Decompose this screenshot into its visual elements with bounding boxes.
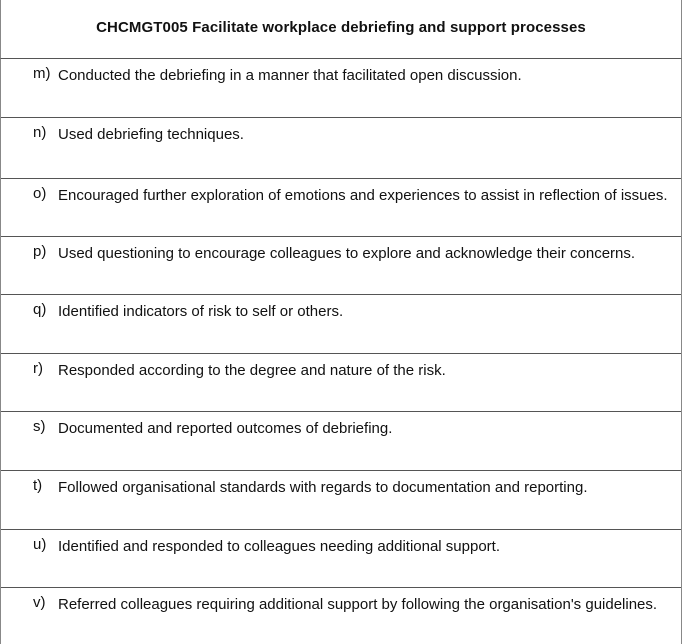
criteria-letter: t) [33, 477, 43, 494]
criteria-text: Followed organisational standards with regards to documentation and reporting. [58, 479, 588, 496]
criteria-text: Identified indicators of risk to self or others. [58, 303, 344, 320]
criteria-letter: m) [33, 65, 51, 82]
criteria-table [0, 58, 682, 644]
criteria-row-q [1, 295, 681, 354]
criteria-row-t [1, 471, 681, 530]
criteria-letter: o) [33, 185, 47, 202]
criteria-letter: v) [33, 594, 46, 611]
criteria-letter: q) [33, 301, 47, 318]
criteria-text: Referred colleagues requiring additional support by following the organisation's guidelines. [58, 596, 658, 613]
criteria-row-s [1, 412, 681, 471]
criteria-row-o [1, 179, 681, 237]
criteria-letter: r) [33, 360, 43, 377]
criteria-row-n [1, 118, 681, 179]
criteria-row-u [1, 530, 681, 588]
criteria-row-p [1, 237, 681, 295]
criteria-text: Used debriefing techniques. [58, 126, 244, 143]
criteria-letter: u) [33, 536, 47, 553]
criteria-text: Identified and responded to colleagues needing additional support. [58, 538, 501, 555]
criteria-text: Encouraged further exploration of emotions and experiences to assist in reflection of issues. [58, 187, 668, 204]
criteria-text: Used questioning to encourage colleagues to explore and acknowledge their concerns. [58, 245, 636, 262]
criteria-letter: s) [33, 418, 46, 435]
document-header [0, 0, 682, 58]
criteria-row-v [1, 588, 681, 644]
criteria-row-r [1, 354, 681, 412]
criteria-row-m [1, 59, 681, 118]
criteria-letter: p) [33, 243, 47, 260]
criteria-text: Conducted the debriefing in a manner that facilitated open discussion. [58, 67, 522, 84]
page-title: CHCMGT005 Facilitate workplace debriefing and support processes [96, 19, 586, 36]
criteria-text: Documented and reported outcomes of debriefing. [58, 420, 393, 437]
criteria-letter: n) [33, 124, 47, 141]
criteria-text: Responded according to the degree and nature of the risk. [58, 362, 446, 379]
